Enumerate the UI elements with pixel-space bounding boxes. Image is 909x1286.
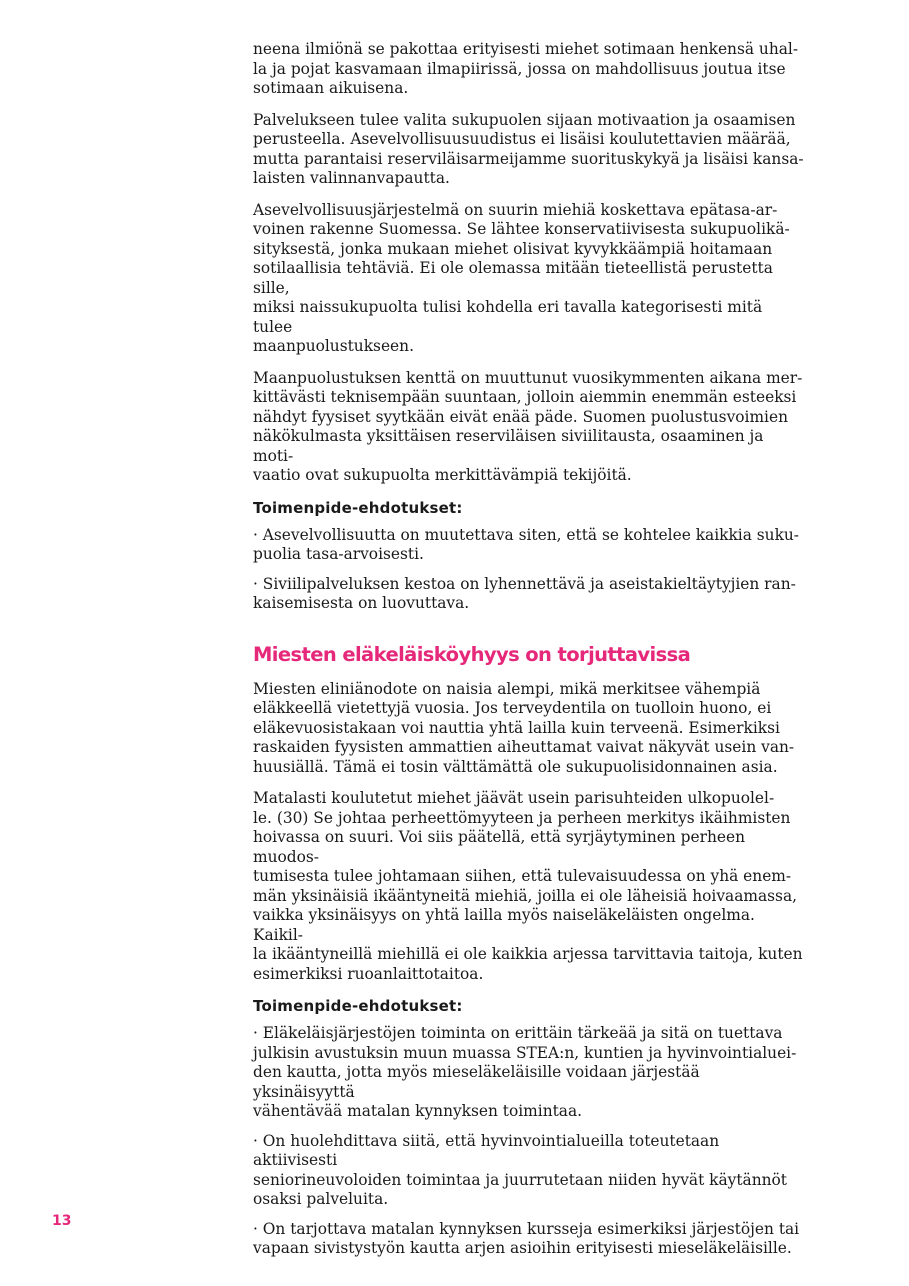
body-paragraph: neena ilmiönä se pakottaa erityisesti miehet sotimaan henkensä uhal- la ja pojat kasvamaan ilmapiirissä, jossa on mahdollisuus joutua itse sotimaan aikuisena. xyxy=(253,40,799,97)
body-paragraph: Maanpuolustuksen kenttä on muuttunut vuosikymmenten aikana mer- kittävästi teknisempään suuntaan, jolloin aiemmin enemmän esteeksi nähdyt fyysiset syytkään eivät enää päde. Suomen puolustusvoimien näkökulmasta yksittäisen reserviläisen siviilitausta, osaaminen ja moti- vaatio ovat sukupuolta merkittävämpiä tekijöitä. xyxy=(253,368,803,484)
body-paragraph: Matalasti koulutetut miehet jäävät usein parisuhteiden ulkopuolel- le. (30) Se johtaa perheettömyyteen ja perheen merkitys ikäihmisten hoivassa on suuri. Voi siis päätellä, että syrjäytyminen perheen muodos- tumisesta tulee johtamaan siihen, että tulevaisuudessa on yhä enem- män yksinäisiä ikääntyneitä miehiä, joilla ei ole läheisiä hoivaamassa, vaikka yksinäisyys on yhtä lailla myös naiseläkeläisten ongelma. Kaikil- la ikääntyneillä miehillä ei ole kaikkia arjessa tarvittavia taitoja, kuten esimerkiksi ruoanlaittotaitoa. xyxy=(253,789,803,983)
bullet-item: · Eläkeläisjärjestöjen toiminta on erittäin tärkeää ja sitä on tuettava julkisin avustuksin muun muassa STEA:n, kuntien ja hyvinvointialuei- den kautta, jotta myös mieseläkeläisille voidaan järjestää yksinäisyyttä vähentävää matalan kynnyksen toimintaa. xyxy=(253,1024,797,1120)
body-paragraph: Palvelukseen tulee valita sukupuolen sijaan motivaation ja osaamisen perusteella. Asevelvollisuusuudistus ei lisäisi koulutettavien määrää, mutta parantaisi reserviläisarmeijamme suorituskykyä ja lisäisi kansa- laisten valinnanvapautta. xyxy=(253,110,804,187)
page-content xyxy=(253,40,805,1269)
bullet-item: · On huolehdittava siitä, että hyvinvointialueilla toteutetaan aktiivisesti seniorineuvoloiden toimintaa ja juurrutetaan niiden hyvät käytännöt osaksi palveluita. xyxy=(253,1131,787,1208)
measures-label: Toimenpide-ehdotukset: xyxy=(253,997,463,1015)
bullet-item: · On tarjottava matalan kynnyksen kursseja esimerkiksi järjestöjen tai vapaan sivistystyön kautta arjen asioihin erityisesti mieseläkeläisille. xyxy=(253,1219,800,1257)
bullet-item: · Asevelvollisuutta on muutettava siten, että se kohtelee kaikkia suku- puolia tasa-arvoisesti. xyxy=(253,525,800,563)
page-number: 13 xyxy=(52,1213,72,1229)
body-paragraph: Asevelvollisuusjärjestelmä on suurin miehiä koskettava epätasa-ar- voinen rakenne Suomessa. Se lähtee konservatiivisesta sukupuolikä- sityksestä, jonka mukaan miehet olisivat kyvykkäämpiä hoitamaan sotilaallisia tehtäviä. Ei ole olemassa mitään tieteellistä perustetta sille, miksi naissukupuolta tulisi kohdella eri tavalla kategorisesti mitä tulee maanpuolustukseen. xyxy=(253,200,790,355)
measures-label: Toimenpide-ehdotukset: xyxy=(253,498,463,517)
body-paragraph: Miesten eliniänodote on naisia alempi, mikä merkitsee vähempiä eläkkeellä vietettyjä vuosia. Jos terveydentila on tuolloin huono, ei eläkevuosistakaan voi nauttia yhtä lailla kuin terveenä. Esimerkiksi raskaiden fyysisten ammattien aiheuttamat vaivat näkyvät usein van- huusiällä. Tämä ei tosin välttämättä ole sukupuolisidonnainen asia. xyxy=(253,679,795,776)
section-heading: Miesten eläkeläisköyhyys on torjuttavissa xyxy=(253,642,691,666)
bullet-item: · Siviilipalveluksen kestoa on lyhennettävä ja aseistakieltäytyjien ran- kaisemisesta on luovuttava. xyxy=(253,574,796,612)
